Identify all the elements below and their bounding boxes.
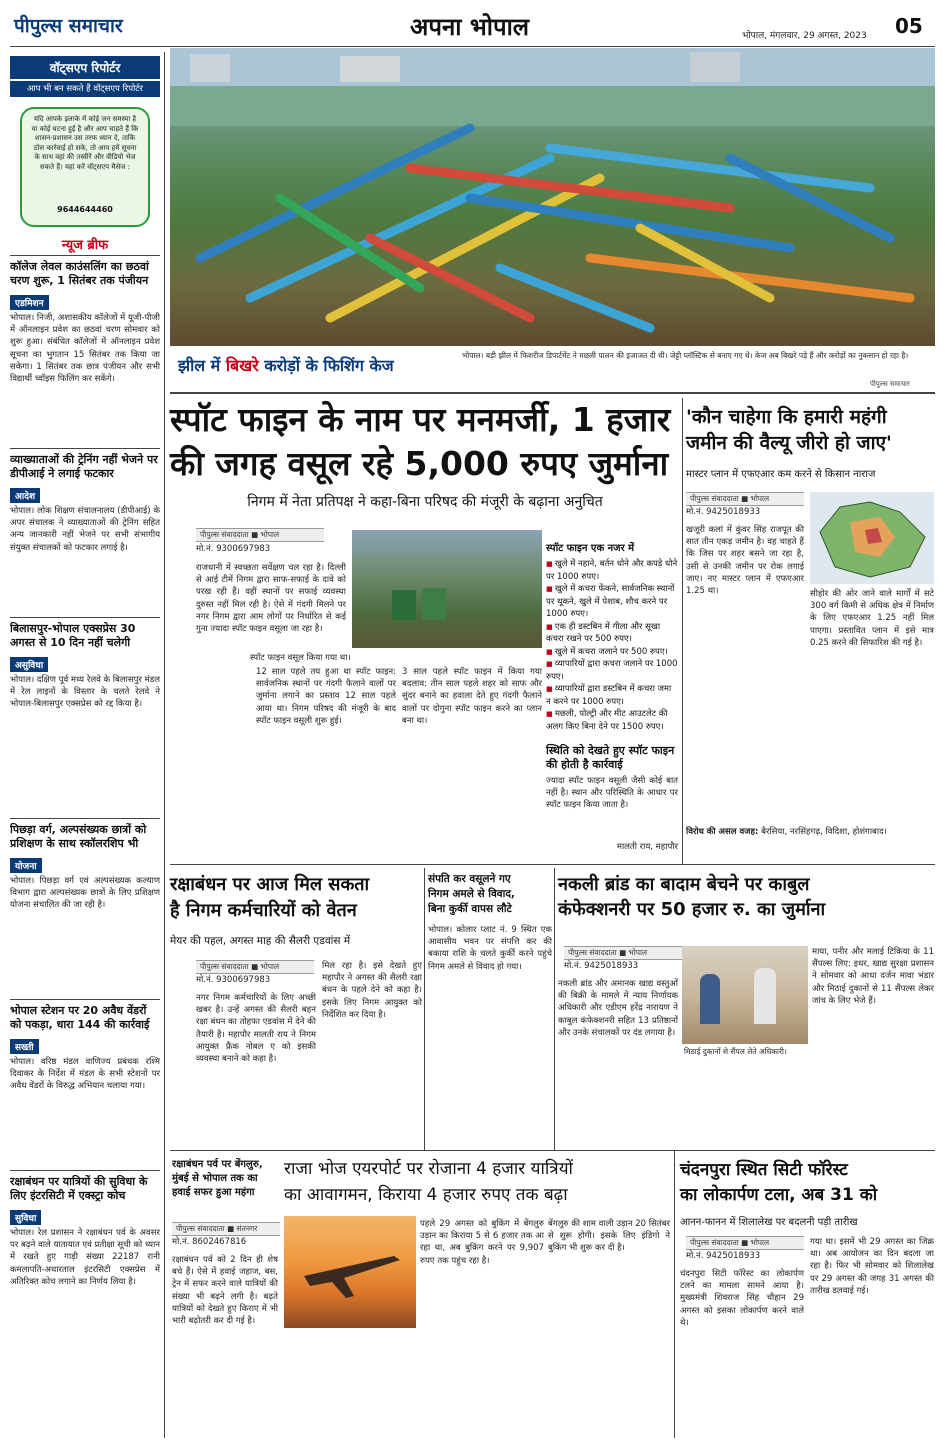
photo-credit: पीपुल्स समाचार: [870, 380, 910, 388]
land-bold-line: [686, 826, 934, 838]
airport-headline-line1: राजा भोज एयरपोर्ट पर रोजाना 4 हजार यात्रियों: [284, 1159, 573, 1179]
airport-side-head: रक्षाबंधन पर्व पर बेंगलुरु, मुंबई से भोपाल तक का हवाई सफर हुआ महंगा: [172, 1159, 263, 1198]
whatsapp-bubble: [20, 107, 150, 227]
garbage-photo: [352, 530, 542, 648]
airport-headline-line2: का आवागमन, किराया 4 हजार रुपए तक बढ़ा: [284, 1185, 568, 1205]
forest-headline: [680, 1158, 934, 1208]
land-headline: [686, 404, 934, 456]
lead-subhead: निगम में नेता प्रतिपक्ष ने कहा-बिना परिषद की मंजूरी के बढ़ाना अनुचित: [247, 494, 603, 510]
brief-tag: असुविधा: [10, 657, 48, 672]
raksha-byline: पीपुल्स संवाददाता ■ भोपाल: [196, 960, 314, 974]
brief-headline: रक्षाबंधन पर यात्रियों की सुविधा के लिए इंटरसिटी में एक्स्ट्रा कोच: [10, 1175, 148, 1202]
spot-fine-item: ■ खुले में कचरा फेंकने, सार्वजनिक स्थानों पर थूकने, खुले में पेशाब, शौच करने पर 1000 रुपए।: [546, 583, 678, 621]
raksha-text-col1: नगर निगम कर्मचारियों के लिए अच्छी खबर है। उन्हें अगस्त की सैलरी बहन रक्षा बंधन का तोहफा एडवांस में देने की तैयारी है। महापौर मालती राय ने निगम आयुक्त फ्रैंक नोबल ए को इसकी व्यवस्था बनाने को कहा है।: [196, 993, 316, 1065]
forest-text-col2: गया था। इसमें भी 29 अगस्त का जिक्र था। अब आयोजन का दिन बदला जा रहा है। फिर भी सोमवार को शिलालेख पर 29 अगस्त की जगह 31 अगस्त की तारीख डलवाई गई।: [810, 1237, 934, 1296]
airport-text-col2: पहले 29 अगस्त को बुकिंग में बेंगलुरु उड़ान का किराया 5 से 6 हजार तक आ रहा था, अब बुकिंग करने पर 9,907 रुपए तक पहुंच रहा है।: [420, 1219, 544, 1266]
brief-text: भोपाल। लोक शिक्षण संचालनालय (डीपीआई) के अपर संचालक ने व्याख्याताओं की ट्रेनिंग सहित अन्य जानकारी नहीं भेजने पर सभी संभागीय संयुक्त संचालकों को फटकार लगाई है।: [10, 506, 160, 553]
photo-caption: भोपाल। बड़ी झील में फिशरीज डिपार्टमेंट ने मछली पालन की इजाजत दी थी। जेट्टी प्लॉस्टिक से बनाए गए थे। केज अब बिखरे पड़े हैं और करोड़ों का नुकसान हो रहा है।: [462, 351, 909, 360]
left-sidebar: [10, 56, 160, 1436]
airport-byline: पीपुल्स संवाददाता ■ संतनगर: [172, 1222, 280, 1236]
almond-mobile: मो.नं. 9425018933: [564, 961, 639, 971]
brief-title: न्यूज ब्रीफ: [61, 238, 109, 253]
brief-item: [10, 1175, 160, 1375]
spot-fine-item: ■ एक ही डस्टबिन में गीला और सूखा कचरा रखने पर 500 रुपए।: [546, 621, 678, 646]
almond-photo-caption: मिठाई दुकानों से सैंपल लेते अधिकारी।: [684, 1047, 787, 1056]
property-headline-line1: संपति कर वसूलने गए: [428, 873, 511, 885]
airport-mobile: मो.नं. 8602467816: [172, 1237, 247, 1247]
dateline: भोपाल, मंगलवार, 29 अगस्त, 2023: [742, 31, 867, 41]
brief-tag: योजना: [10, 858, 42, 873]
raksha-headline: [170, 872, 420, 924]
brief-headline: व्याख्याताओं की ट्रेनिंग नहीं भेजने पर डीपीआई ने लगाई फटकार: [10, 453, 158, 480]
spot-fine-item: ■ खुले में नहाने, बर्तन धोने और कपड़े धोने पर 1000 रुपए।: [546, 558, 678, 583]
lead-text-col1: राजधानी में स्वच्छता सर्वेक्षण चल रहा है। दिल्ली से आई टीमें निगम द्वारा साफ-सफाई के दावे को परख रही हैं। वहीं स्थानों पर सफाई व्यवस्था दुरुस्त नहीं मिल रही है। ऐसे में गंदगी मिलने पर नगर निगम द्वारा आम लोगों पर निर्धारित से कई गुना ज्यादा स्पॉट फाइन वसूला जा रहा है।: [196, 563, 346, 635]
airplane-icon: [284, 1216, 416, 1328]
lead-text-col3: 3 साल पहले स्पॉट फाइन में किया गया बदलाव: तीन साल पहले शहर को साफ और सुंदर बनाने का हवाला देते हुए गंदगी फैलाने वालों पर दोगुना स्पॉट फाइन करने का प्लान बना था।: [402, 667, 542, 726]
whatsapp-text: यदि आपके इलाके में कोई जन समस्या है या कोई घटना हुई है और आप चाहते हैं कि शासन-प्रशासन उस तरफ ध्यान दे, ताकि ठोस कार्रवाई हो सके, तो आप हमें सूचना के साथ वहां की तस्वीरें और वीडियो भेज सकते हैं। यहां करें वॉट्सएप मैसेज :: [31, 115, 139, 171]
property-headline: [428, 872, 552, 917]
airport-headline: [284, 1156, 670, 1208]
almond-text-col1: नकली ब्रांड और अमानक खाद्य वस्तुओं की बिक्री के मामले में न्याय निर्णायक अधिकारी और एडीएम हरेंद्र नारायण ने काबुल कंफेक्शनरी सहित 13 प्रतिष्ठानों और उनके संचालकों पर दंड लगाया है।: [558, 979, 678, 1038]
lead-photo-caption: स्पॉट फाइन वसूल किया गया था।: [250, 653, 351, 663]
airplane-photo: [284, 1216, 416, 1328]
forest-headline-line1: चंदनपुरा स्थित सिटी फॉरेस्ट: [680, 1160, 848, 1180]
lake-photo: [170, 48, 935, 346]
land-headline-line2: जमीन की वैल्यू जीरो हो जाए': [686, 432, 892, 454]
land-byline: पीपुल्स संवाददाता ■ भोपाल: [686, 492, 804, 506]
brief-text: भोपाल। दक्षिण पूर्व मध्य रेलवे के बिलासपुर मंडल में रेल लाइनों के विस्तार के चलते रेलवे ने भोपाल-बिलासपुर एक्सप्रेस को रद्द किया है।: [10, 675, 160, 710]
almond-headline-line2: कंफेक्शनरी पर 50 हजार रु. का जुर्माना: [558, 899, 826, 920]
situation-text: ज्यादा स्पॉट फाइन वसूली जैसी कोई बात नहीं है। स्थान और परिस्थिति के आधार पर स्पॉट फाइन किया जाता है।: [546, 776, 678, 811]
forest-mobile: मो.नं. 9425018933: [686, 1251, 761, 1261]
brief-text: भोपाल। वरिष्ठ मंडल वाणिज्य प्रबंधक रश्मि दिवाकर के निर्देश में मंडल के सभी स्टेशनों पर अवैध वेंडरों के विरुद्ध अभियान चलाया गया।: [10, 1057, 160, 1092]
brief-text: भोपाल। पिछड़ा वर्ग एवं अल्पसंख्यक कल्याण विभाग द्वारा अल्पसंख्यक छात्रों के लिए प्रशिक्षण योजना संचालित की जा रही है।: [10, 876, 160, 911]
property-text: भोपाल। कोलार प्लाट नं. 9 स्थित एक आवासीय भवन पर संपत्ति कर की बकाया राशि के चलते कुर्की करने पहुंचे निगम अमले से विवाद हो गया।: [428, 925, 552, 972]
spot-fine-item: ■ मछली, पोल्ट्री और मीट आउटलेट की अलग किए बिना देने पर 1500 रुपए।: [546, 708, 678, 733]
land-text-col1: खजूरी कलां में कुंवर सिंह राजपूत की सात तीन एकड़ जमीन है। वह चाहते हैं कि जिस पर शहर बसने जा रहा है, उसी से उनकी जमीन पर रोक लगाई जाए। नए मास्टर प्लान में एफएआर 1.25 था।: [686, 525, 804, 597]
photo-headline-1: झील में: [178, 356, 221, 375]
photo-headline-3: करोड़ों के फिशिंग केज: [264, 356, 394, 375]
forest-headline-line2: का लोकार्पण टला, अब 31 को: [680, 1185, 878, 1205]
airport-text-col1: रक्षाबंधन पर्व को 2 दिन ही शेष बचे हैं। ऐसे में हवाई जहाज, बस, ट्रेन में सफर करने वाले यात्रियों की संख्या भी बढ़ने लगी है। बढ़ते यात्रियों को देखते हुए किराए में भी भारी बढ़ोतरी कर दी गई है।: [172, 1255, 278, 1327]
spot-fine-box: [546, 540, 678, 858]
brief-headline: बिलासपुर-भोपाल एक्सप्रेस 30 अगस्त से 10 दिन नहीं चलेगी: [10, 622, 136, 649]
land-bold-text: बैरसिया, नरसिंहगढ़, विदिशा, होशंगाबाद।: [761, 827, 887, 837]
spot-fine-item: ■ खुले में कचरा जलाने पर 500 रुपए।: [546, 646, 678, 659]
raksha-headline-line1: रक्षाबंधन पर आज मिल सकता: [170, 874, 370, 895]
almond-text-col2: माया, पनीर और मलाई टिकिया के 11 सैंपल्स लिए: इधर, खाद्य सुरक्षा प्रशासन ने सोमवार को आधा दर्जन मावा भंडार और मिठाई दुकानों से 11 सैंपल्स लेकर जांच के लिए भेजे हैं।: [812, 947, 934, 1006]
brief-headline: कॉलेज लेवल काउंसलिंग का छठवां चरण शुरू, 1 सितंबर तक पंजीयन: [10, 260, 149, 287]
brief-item: [10, 622, 160, 812]
photo-headline-2: बिखरे: [225, 356, 259, 375]
master-plan-map: [810, 492, 934, 584]
property-headline-line2: निगम अमले से विवाद,: [428, 888, 515, 900]
brief-headline: भोपाल स्टेशन पर 20 अवैध वेंडरों को पकड़ा, धारा 144 की कार्रवाई: [10, 1004, 150, 1031]
almond-photo: [682, 946, 808, 1044]
lead-headline: [170, 398, 680, 486]
lead-byline: पीपुल्स संवाददाता ■ भोपाल: [196, 528, 324, 542]
whatsapp-number: 9644644460: [57, 205, 113, 214]
fishing-cages-illustration: [170, 48, 935, 346]
spot-fine-item: ■ व्यापारियों द्वारा डस्टबिन में कचरा जमा न करने पर 1000 रुपए।: [546, 683, 678, 708]
brief-tag: सख्ती: [10, 1039, 39, 1054]
spot-fine-box-title: स्पॉट फाइन एक नजर में: [546, 543, 635, 554]
forest-text-col1: चंदनपुरा सिटी फॉरेस्ट का लोकार्पण टलने का मामला सामने आया है। मुख्यमंत्री शिवराज सिंह चौहान 29 अगस्त को इसका लोकार्पण करने वाले थे।: [680, 1269, 804, 1328]
lead-headline-line2: की जगह वसूल रहे 5,000 रुपए जुर्माना: [170, 444, 669, 483]
paper-logo: पीपुल्स समाचार: [14, 15, 123, 37]
quote-author: मालती राय, महापौर: [616, 842, 678, 852]
brief-headline: पिछड़ा वर्ग, अल्पसंख्यक छात्रों को प्रशिक्षण के साथ स्कॉलरशिप भी: [10, 823, 147, 850]
forest-subhead: आनन-फानन में शिलालेख पर बदलनी पड़ी तारीख: [680, 1217, 858, 1228]
section-title: अपना भोपाल: [410, 13, 530, 41]
raksha-headline-line2: है निगम कर्मचारियों को वेतन: [170, 900, 357, 921]
brief-text: भोपाल। निजी, अशासकीय कॉलेजों में यूजी-पीजी में ऑनलाइन प्रवेश का छठवां चरण सोमवार को शुरू हुआ। संबंधित कॉलेजों में ऑनलाइन प्रवेश सूचना का भुगतान 15 सितंबर तक किया जा सकेगा। 1 सितंबर तक छात्र पंजीयन और सभी विद्यार्थी च्वॉइस फिलिंग कर सकेंगे।: [10, 313, 160, 385]
land-headline-line1: 'कौन चाहेगा कि हमारी महंगी: [686, 406, 887, 428]
map-illustration: [810, 492, 934, 584]
almond-headline: [558, 872, 934, 922]
almond-byline: पीपुल्स संवाददाता ■ भोपाल: [564, 946, 682, 960]
masthead: [0, 0, 945, 46]
brief-item: [10, 453, 160, 611]
brief-tag: आदेश: [10, 488, 40, 503]
spot-fine-item: ■ व्यापारियों द्वारा कचरा जलाने पर 1000 रुपए।: [546, 658, 678, 683]
land-subhead: मास्टर प्लान में एफएआर कम करने से किसान नाराज: [686, 469, 876, 480]
brief-item: [10, 1004, 160, 1164]
land-text-col2: सीहोर की ओर जाने वाले मार्गों में सटे 300 वर्ग किमी से अधिक क्षेत्र में निर्माण के लिए एफएआर 1.25 नहीं मिल पाएगा। प्रस्तावित प्लान में इसे मात्र 0.25 करने की सिफारिश की गई है।: [810, 589, 934, 648]
property-headline-line3: बिना कुर्की वापस लौटे: [428, 903, 512, 915]
brief-tag: सुविधा: [10, 1210, 41, 1225]
raksha-mobile: मो.नं. 9300697983: [196, 975, 271, 985]
forest-byline: पीपुल्स संवाददाता ■ भोपाल: [686, 1236, 804, 1250]
brief-tag: एडमिशन: [10, 295, 49, 310]
land-bold-label: विरोध की असल वजह:: [686, 827, 759, 837]
page-number: 05: [895, 14, 923, 38]
raksha-subhead: मेयर की पहल, अगस्त माह की सैलरी एडवांस में: [170, 935, 351, 947]
brief-item: [10, 823, 160, 993]
brief-item: [10, 260, 160, 440]
almond-headline-line1: नकली ब्रांड का बादाम बेचने पर काबुल: [558, 874, 810, 895]
raksha-text-col2: मिल रहा है। इसे देखते हुए महापौर ने अगस्त की सैलरी रक्षा बंधन के पहले देने को कहा है। इसके लिए निगम आयुक्त को निर्देशित कर दिया है।: [322, 961, 422, 1020]
land-mobile: मो.नं. 9425018933: [686, 507, 761, 517]
photo-headline-bar: [170, 348, 460, 378]
brief-text: भोपाल। रेल प्रशासन ने रक्षाबंधन पर्व के अवसर पर बढ़ने वाले यातायात एवं प्रतीक्षा सूची को ध्यान में रखते हुए गाड़ी संख्या 22187 रानी कमलापति-अधारताल इंटरसिटी एक्सप्रेस में अतिरिक्त कोच लगाने का निर्णय लिया है।: [10, 1228, 160, 1287]
spot-fine-list: [546, 558, 678, 738]
situation-title: स्थिति को देखते हुए स्पॉट फाइन की होती है कार्रवाई: [546, 744, 675, 771]
airport-text-col3: बेंगलुरु की शाम वाली उड़ान 20 सितंबर से शुरू होगी। इसके लिए इंडिगो ने बुकिंग भी शुरू कर दी है।: [548, 1219, 670, 1254]
lead-mobile: मो.नं. 9300697983: [196, 544, 271, 554]
lead-text-col2: 12 साल पहले तय हुआ था स्पॉट फाइन: सार्वजनिक स्थानों पर गंदगी फैलाने वालों पर जुर्माना लगाने का प्रस्ताव 12 साल पहले आया था। निगम परिषद की मंजूरी के बाद स्पॉट फाइन वसूली शुरू हुई।: [256, 667, 396, 726]
whatsapp-title: वॉट्सएप रिपोर्टर: [10, 56, 160, 79]
lead-headline-line1: स्पॉट फाइन के नाम पर मनमर्जी, 1 हजार: [170, 400, 671, 439]
whatsapp-subtitle: आप भी बन सकते हैं वॉट्सएप रिपोर्टर: [10, 81, 160, 97]
